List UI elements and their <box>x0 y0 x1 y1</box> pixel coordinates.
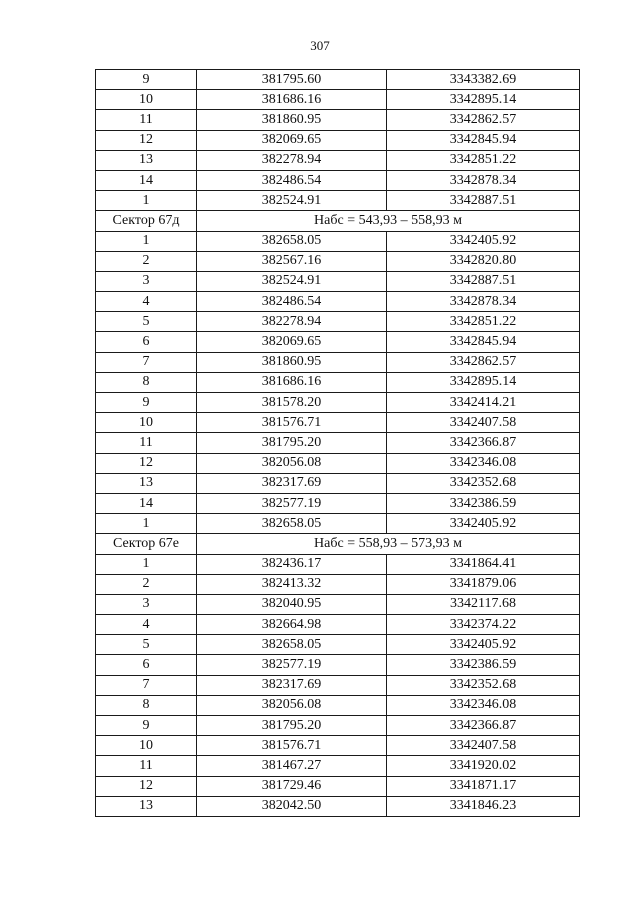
point-number: 4 <box>96 615 197 635</box>
point-number: 11 <box>96 756 197 776</box>
point-number: 9 <box>96 716 197 736</box>
coordinate-x: 381576.71 <box>197 736 387 756</box>
coordinate-x: 382278.94 <box>197 312 387 332</box>
coordinate-y: 3342374.22 <box>387 615 580 635</box>
table-row <box>96 574 580 594</box>
point-number: 3 <box>96 271 197 291</box>
point-number: 13 <box>96 150 197 170</box>
point-number: 12 <box>96 130 197 150</box>
coordinates-table <box>95 69 580 817</box>
coordinate-y: 3342878.34 <box>387 292 580 312</box>
coordinate-x: 381860.95 <box>197 110 387 130</box>
coordinate-x: 382664.98 <box>197 615 387 635</box>
coordinate-y: 3342820.80 <box>387 251 580 271</box>
coordinate-y: 3342407.58 <box>387 736 580 756</box>
coordinate-x: 382577.19 <box>197 655 387 675</box>
coordinate-y: 3342366.87 <box>387 433 580 453</box>
coordinate-y: 3342862.57 <box>387 110 580 130</box>
point-number: 3 <box>96 594 197 614</box>
table-row <box>96 110 580 130</box>
point-number: 1 <box>96 231 197 251</box>
table-row <box>96 796 580 816</box>
coordinate-x: 382069.65 <box>197 332 387 352</box>
table-row <box>96 736 580 756</box>
coordinate-y: 3342845.94 <box>387 130 580 150</box>
point-number: 10 <box>96 736 197 756</box>
table-row <box>96 433 580 453</box>
coordinate-y: 3341846.23 <box>387 796 580 816</box>
table-row <box>96 130 580 150</box>
table-row <box>96 453 580 473</box>
point-number: 1 <box>96 554 197 574</box>
coordinate-y: 3342346.08 <box>387 695 580 715</box>
point-number: 2 <box>96 574 197 594</box>
coordinate-y: 3342366.87 <box>387 716 580 736</box>
table-row <box>96 231 580 251</box>
coordinate-x: 381467.27 <box>197 756 387 776</box>
coordinate-x: 381795.60 <box>197 70 387 90</box>
table-row <box>96 170 580 190</box>
coordinate-y: 3342386.59 <box>387 493 580 513</box>
point-number: 8 <box>96 372 197 392</box>
table-row <box>96 191 580 211</box>
table-row <box>96 594 580 614</box>
table-row <box>96 695 580 715</box>
coordinate-x: 381686.16 <box>197 90 387 110</box>
point-number: 10 <box>96 90 197 110</box>
coordinate-y: 3341879.06 <box>387 574 580 594</box>
coordinate-y: 3342405.92 <box>387 635 580 655</box>
coordinate-x: 382317.69 <box>197 675 387 695</box>
point-number: 14 <box>96 170 197 190</box>
point-number: 9 <box>96 393 197 413</box>
table-row <box>96 615 580 635</box>
table-row <box>96 332 580 352</box>
coordinate-x: 381576.71 <box>197 413 387 433</box>
sector-header-row <box>96 211 580 231</box>
coordinate-y: 3343382.69 <box>387 70 580 90</box>
coordinate-y: 3342407.58 <box>387 413 580 433</box>
coordinate-x: 382577.19 <box>197 493 387 513</box>
coordinate-x: 381686.16 <box>197 372 387 392</box>
point-number: 1 <box>96 191 197 211</box>
coordinate-x: 382486.54 <box>197 292 387 312</box>
coordinate-x: 381795.20 <box>197 716 387 736</box>
point-number: 10 <box>96 413 197 433</box>
table-row <box>96 493 580 513</box>
coordinate-y: 3342346.08 <box>387 453 580 473</box>
point-number: 5 <box>96 635 197 655</box>
table-row <box>96 776 580 796</box>
coordinate-x: 382056.08 <box>197 695 387 715</box>
table-row <box>96 312 580 332</box>
point-number: 12 <box>96 776 197 796</box>
sector-height-range: Набс = 543,93 – 558,93 м <box>197 211 580 231</box>
point-number: 1 <box>96 514 197 534</box>
sector-name: Сектор 67е <box>96 534 197 554</box>
point-number: 4 <box>96 292 197 312</box>
coordinate-x: 382278.94 <box>197 150 387 170</box>
coordinate-y: 3342895.14 <box>387 372 580 392</box>
table-row <box>96 554 580 574</box>
table-row <box>96 292 580 312</box>
coordinate-x: 382040.95 <box>197 594 387 614</box>
coordinate-x: 382436.17 <box>197 554 387 574</box>
point-number: 5 <box>96 312 197 332</box>
coordinate-y: 3342862.57 <box>387 352 580 372</box>
point-number: 8 <box>96 695 197 715</box>
coordinate-y: 3342887.51 <box>387 271 580 291</box>
coordinate-y: 3341864.41 <box>387 554 580 574</box>
coordinate-x: 382042.50 <box>197 796 387 816</box>
coordinate-y: 3342845.94 <box>387 332 580 352</box>
coordinate-y: 3342405.92 <box>387 514 580 534</box>
point-number: 12 <box>96 453 197 473</box>
point-number: 13 <box>96 796 197 816</box>
table-row <box>96 70 580 90</box>
point-number: 6 <box>96 332 197 352</box>
coordinate-x: 381860.95 <box>197 352 387 372</box>
coordinate-y: 3342352.68 <box>387 675 580 695</box>
point-number: 13 <box>96 473 197 493</box>
coordinate-x: 381729.46 <box>197 776 387 796</box>
coordinate-y: 3342895.14 <box>387 90 580 110</box>
point-number: 6 <box>96 655 197 675</box>
coordinate-y: 3342386.59 <box>387 655 580 675</box>
table-row <box>96 150 580 170</box>
sector-header-row <box>96 534 580 554</box>
coordinate-x: 382524.91 <box>197 191 387 211</box>
coordinate-y: 3342352.68 <box>387 473 580 493</box>
table-row <box>96 251 580 271</box>
point-number: 9 <box>96 70 197 90</box>
coordinate-x: 382413.32 <box>197 574 387 594</box>
coordinate-x: 382069.65 <box>197 130 387 150</box>
coordinate-y: 3342117.68 <box>387 594 580 614</box>
table-row <box>96 473 580 493</box>
coordinate-x: 381578.20 <box>197 393 387 413</box>
table-row <box>96 635 580 655</box>
coordinates-table-body <box>96 70 580 817</box>
coordinate-y: 3341920.02 <box>387 756 580 776</box>
table-row <box>96 514 580 534</box>
sector-height-range: Набс = 558,93 – 573,93 м <box>197 534 580 554</box>
table-row <box>96 655 580 675</box>
coordinate-x: 382317.69 <box>197 473 387 493</box>
point-number: 11 <box>96 110 197 130</box>
point-number: 14 <box>96 493 197 513</box>
coordinate-x: 381795.20 <box>197 433 387 453</box>
coordinate-y: 3342851.22 <box>387 150 580 170</box>
table-row <box>96 393 580 413</box>
table-row <box>96 675 580 695</box>
coordinate-y: 3342878.34 <box>387 170 580 190</box>
table-row <box>96 716 580 736</box>
coordinate-y: 3342851.22 <box>387 312 580 332</box>
point-number: 2 <box>96 251 197 271</box>
coordinate-y: 3342887.51 <box>387 191 580 211</box>
table-row <box>96 90 580 110</box>
coordinate-x: 382658.05 <box>197 514 387 534</box>
coordinate-x: 382658.05 <box>197 635 387 655</box>
coordinate-y: 3341871.17 <box>387 776 580 796</box>
coordinate-x: 382486.54 <box>197 170 387 190</box>
coordinate-x: 382056.08 <box>197 453 387 473</box>
sector-name: Сектор 67д <box>96 211 197 231</box>
coordinate-x: 382524.91 <box>197 271 387 291</box>
coordinate-y: 3342405.92 <box>387 231 580 251</box>
coordinate-y: 3342414.21 <box>387 393 580 413</box>
table-row <box>96 352 580 372</box>
coordinate-x: 382658.05 <box>197 231 387 251</box>
page-number: 307 <box>310 38 330 53</box>
table-row <box>96 372 580 392</box>
table-row <box>96 413 580 433</box>
point-number: 11 <box>96 433 197 453</box>
point-number: 7 <box>96 352 197 372</box>
coordinate-x: 382567.16 <box>197 251 387 271</box>
table-row <box>96 756 580 776</box>
table-row <box>96 271 580 291</box>
point-number: 7 <box>96 675 197 695</box>
